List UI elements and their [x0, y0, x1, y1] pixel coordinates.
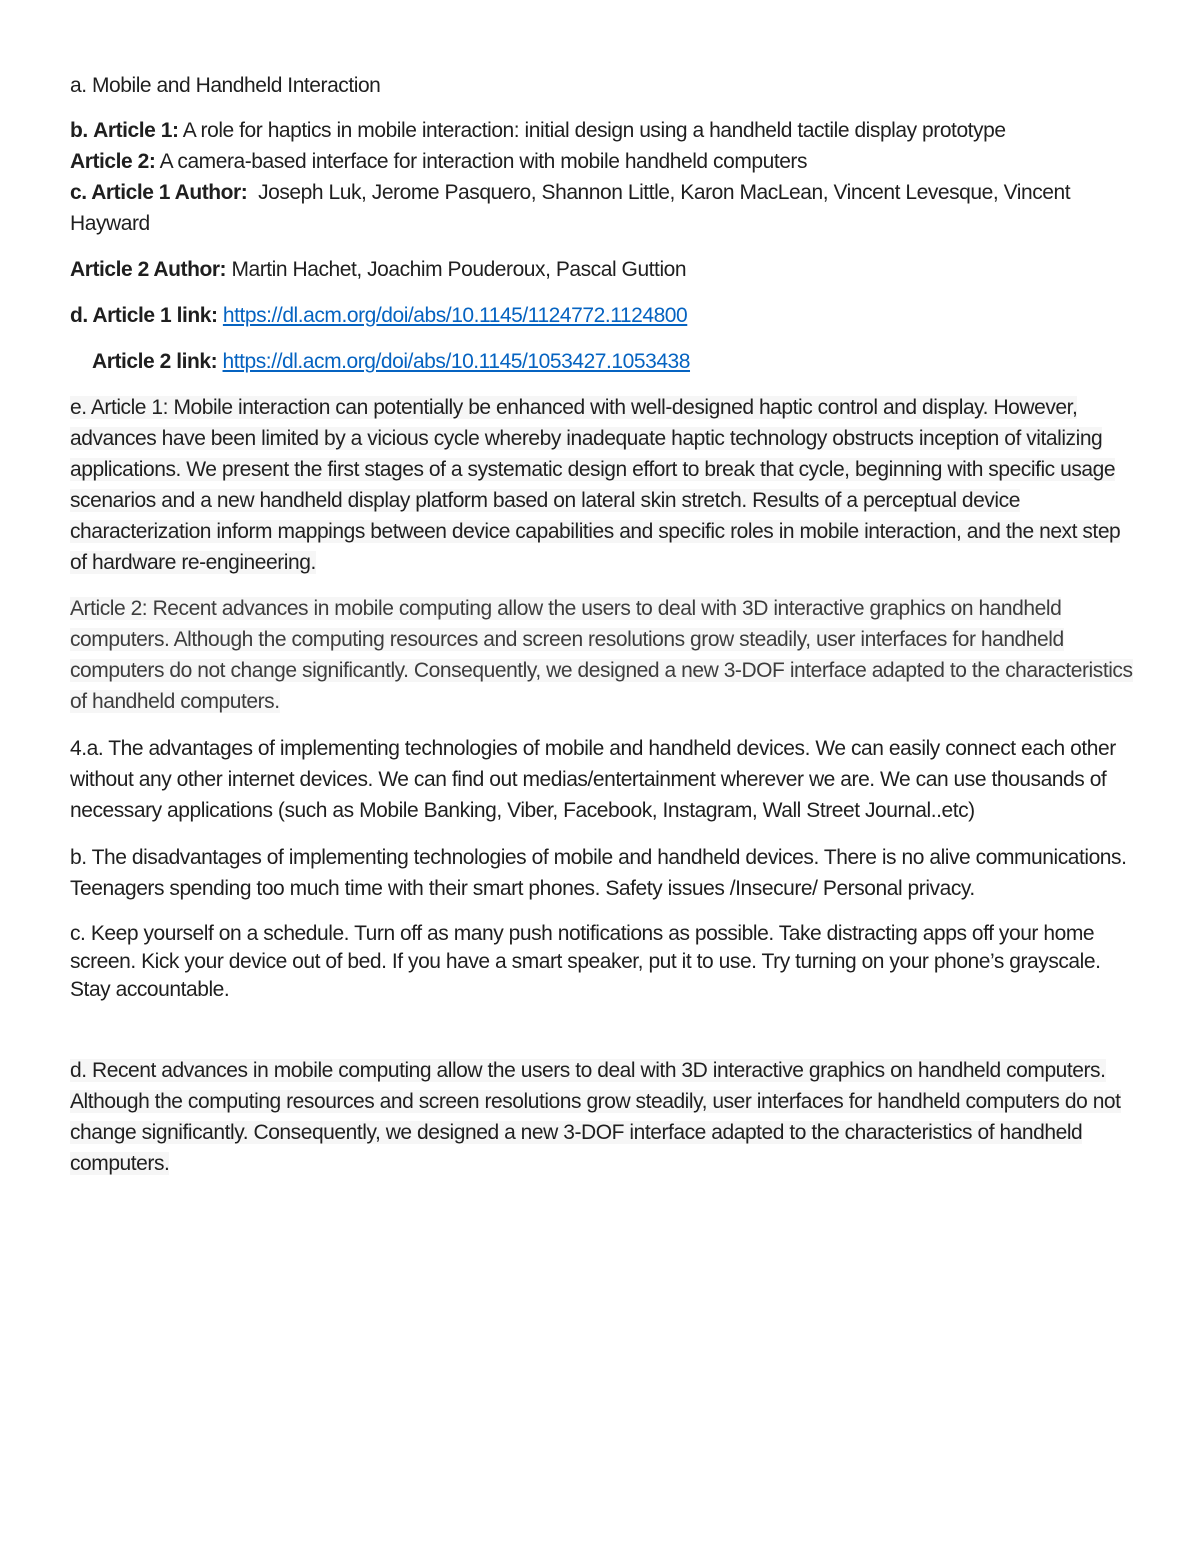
answer-4a-text: 4.a. The advantages of implementing technologies of mobile and handheld devices. We can easily connect each other without any other internet devices. We can find out medias/entertainment wherever we are. We can use thousands of necessary applications (such as Mobile Banking, Viber, Facebook, Instagram, Wall Street Journal..etc)	[70, 737, 1116, 822]
document-page	[70, 70, 1135, 1179]
article1-abstract-label: e. Article 1:	[70, 396, 169, 419]
article1-abstract-text: Mobile interaction can potentially be enhanced with well-designed haptic control and display. However, advances have been limited by a vicious cycle whereby inadequate haptic technology obstructs inception of vitalizing applications. We present the first stages of a systematic design effort to break that cycle, beginning with specific usage scenarios and a new handheld display platform based on lateral skin stretch. Results of a perceptual device characterization inform mappings between device capabilities and specific roles in mobile interaction, and the next step of hardware re-engineering.	[70, 396, 1121, 574]
article2-link-line	[70, 346, 1135, 377]
article1-authors: Joseph Luk, Jerome Pasquero, Shannon Little, Karon MacLean, Vincent Levesque, Vincent Hayward	[70, 181, 1071, 235]
article2-author-label: Article 2 Author:	[70, 258, 227, 281]
topic-heading	[70, 70, 1135, 101]
article2-author-line	[70, 254, 1135, 285]
topic-text: a. Mobile and Handheld Interaction	[70, 74, 381, 97]
article2-title: A camera-based interface for interaction with mobile handheld computers	[159, 150, 808, 173]
article1-label: Article 1:	[93, 119, 179, 142]
answer-4b	[70, 842, 1135, 904]
article1-link-line	[70, 300, 1135, 331]
answer-4d-text: Recent advances in mobile computing allow the users to deal with 3D interactive graphics on handheld computers. Although the computing resources and screen resolutions grow steadily, user interfaces for handheld computers do not change significantly. Consequently, we designed a new 3-DOF interface adapted to the characteristics of handheld computers.	[70, 1059, 1121, 1175]
article2-label: Article 2:	[70, 150, 156, 173]
article1-author-label: c. Article 1 Author:	[70, 181, 248, 204]
article-titles	[70, 115, 1135, 239]
article1-title: A role for haptics in mobile interaction: initial design using a handheld tactile display prototype	[182, 119, 1006, 142]
answer-4d	[70, 1055, 1135, 1179]
answer-4a	[70, 733, 1135, 826]
b-prefix: b.	[70, 119, 88, 142]
answer-4d-label: d.	[70, 1059, 87, 1082]
answer-4c-text: c. Keep yourself on a schedule. Turn off as many push notifications as possible. Take distracting apps off your home screen. Kick your device out of bed. If you have a smart speaker, put it to use. Try turning on your phone’s grayscale. Stay accountable.	[70, 922, 1101, 1001]
article2-abstract	[70, 593, 1135, 717]
article1-link-label: d. Article 1 link:	[70, 304, 218, 327]
article2-link-label: Article 2 link:	[92, 350, 218, 373]
article1-abstract	[70, 392, 1135, 578]
article2-abstract-text: Article 2: Recent advances in mobile computing allow the users to deal with 3D interactive graphics on handheld computers. Although the computing resources and screen resolutions grow steadily, user interfaces for handheld computers do not change significantly. Consequently, we designed a new 3-DOF interface adapted to the characteristics of handheld computers.	[70, 597, 1133, 713]
article1-link[interactable]: https://dl.acm.org/doi/abs/10.1145/1124772.1124800	[222, 304, 688, 327]
article2-authors: Martin Hachet, Joachim Pouderoux, Pascal Guttion	[231, 258, 687, 281]
answer-4b-text: b. The disadvantages of implementing technologies of mobile and handheld devices. There is no alive communications. Teenagers spending too much time with their smart phones. Safety issues /Insecure/ Personal privacy.	[70, 846, 1127, 900]
answer-4c	[70, 920, 1135, 1004]
article2-link[interactable]: https://dl.acm.org/doi/abs/10.1145/1053427.1053438	[222, 350, 691, 373]
